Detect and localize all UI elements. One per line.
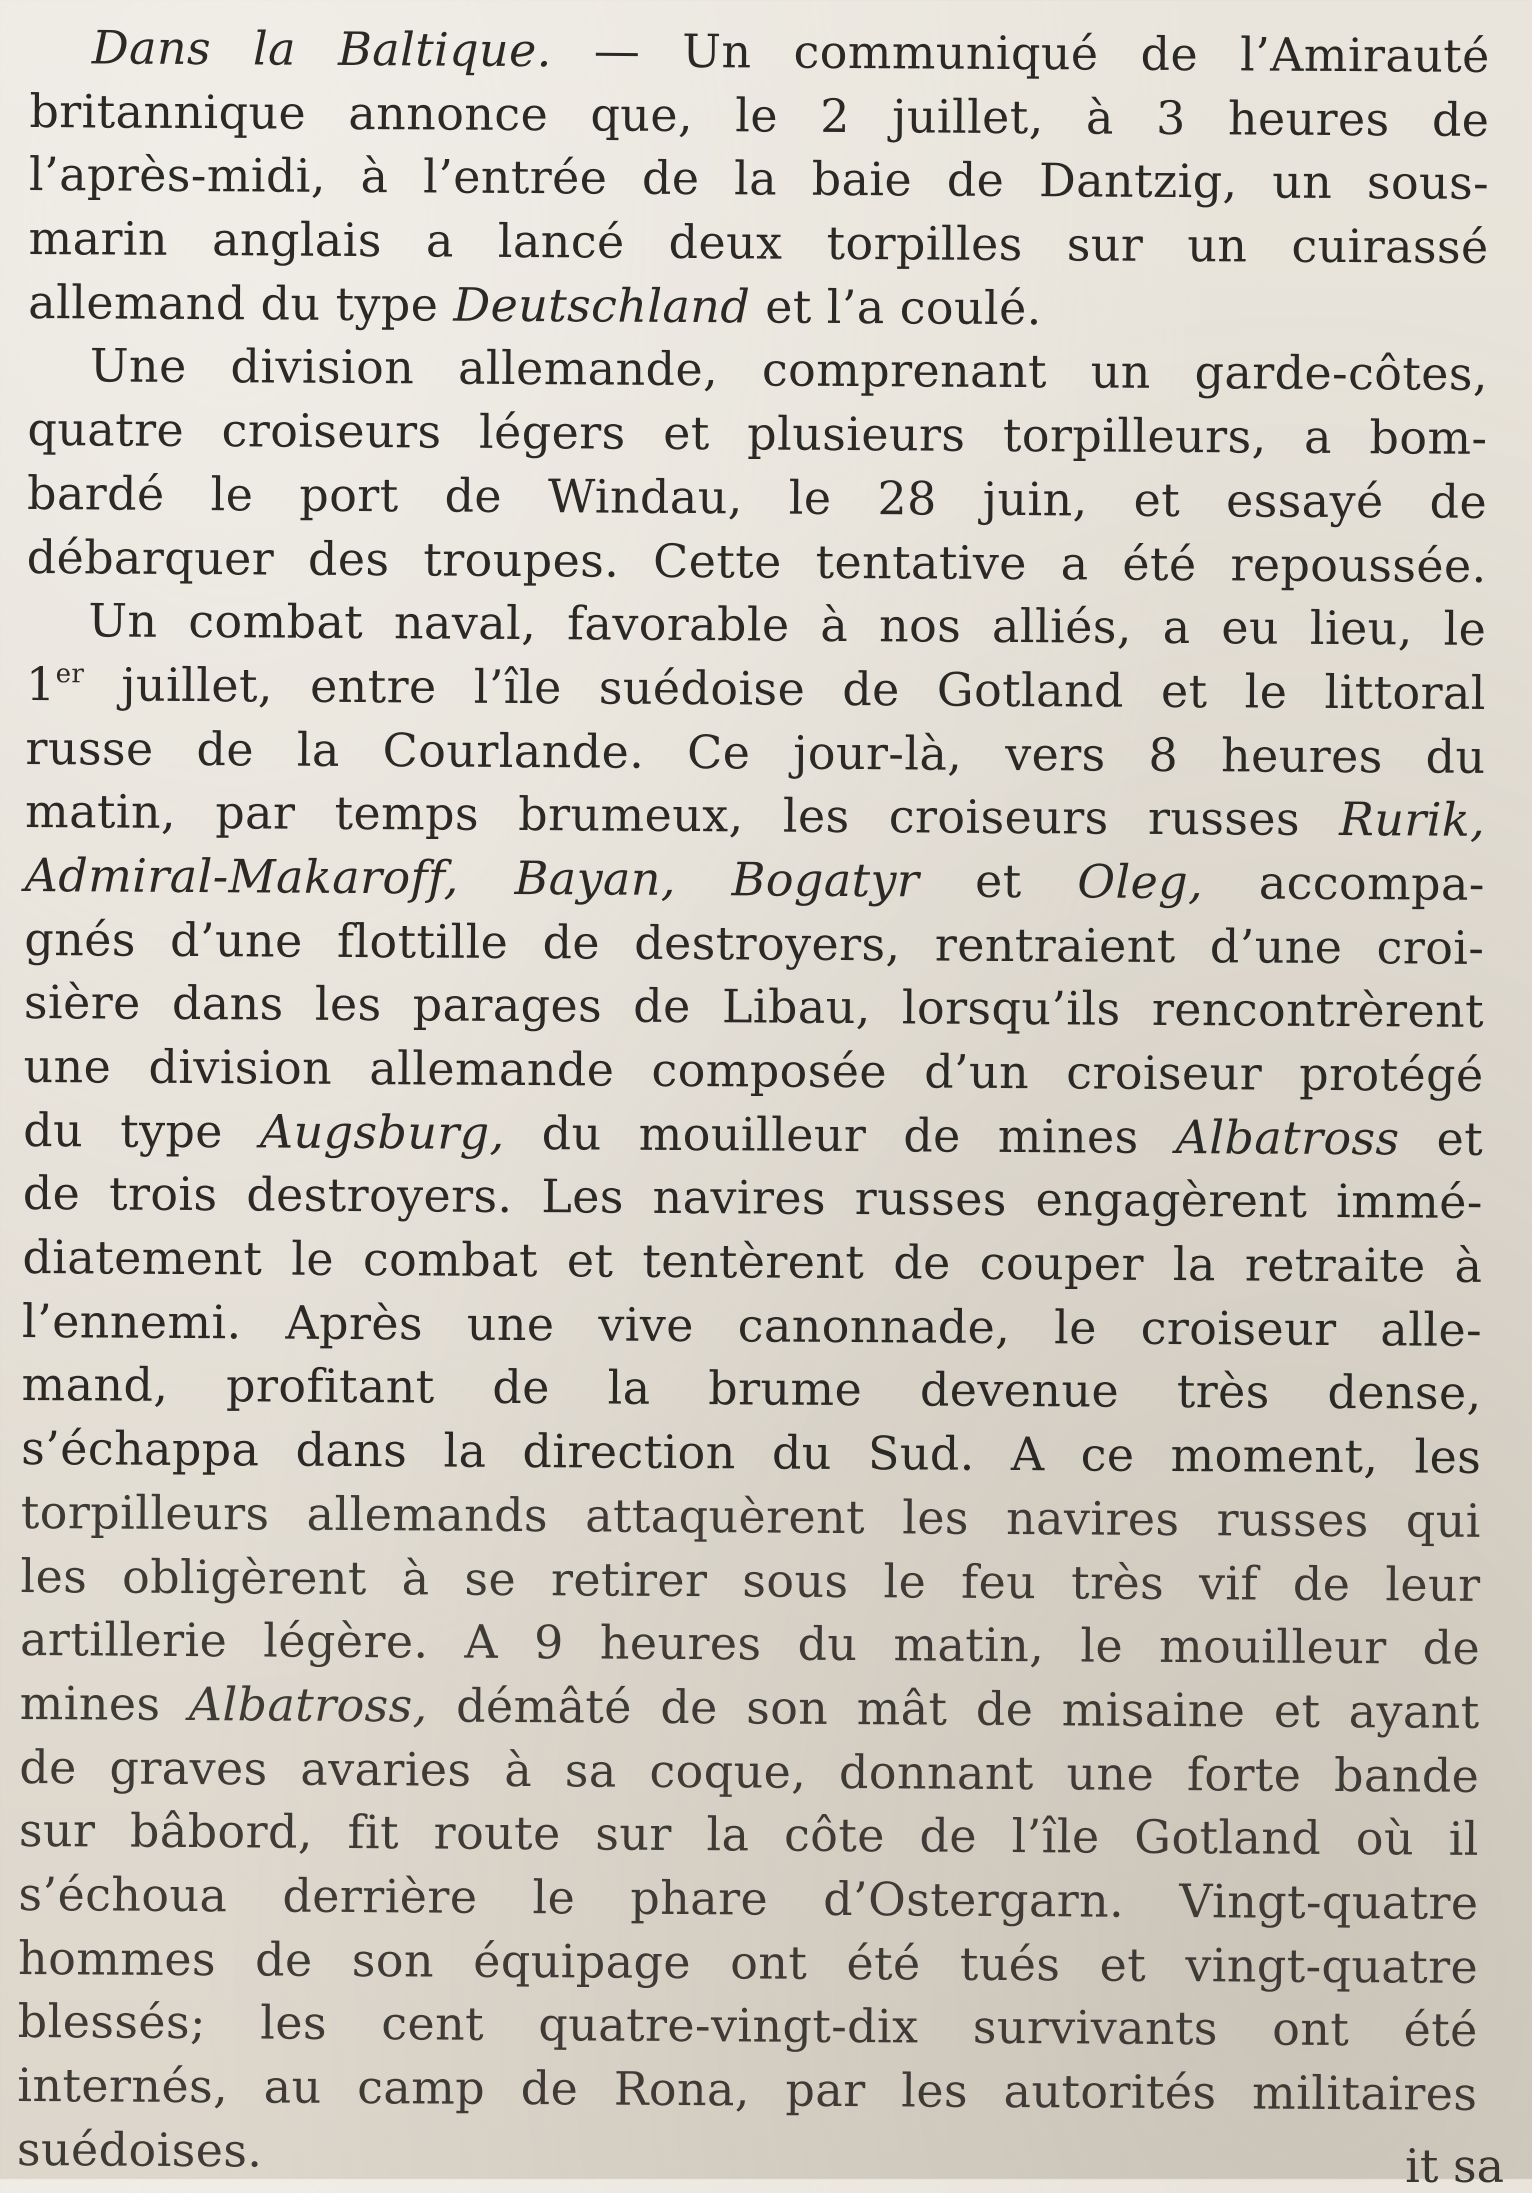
paragraph-3-line-20: sur bâbord, fit route sur la côte de l’île Gotland où il (19, 1799, 1479, 1872)
paragraph-1-line-5 (28, 271, 1488, 344)
text-span: du type (23, 1103, 260, 1158)
paragraph-2-line-4: débarquer des troupes. Cette tentative a été repoussée. (26, 525, 1486, 598)
paragraph-1-line-2: britannique annonce que, le 2 juillet, à 3 heures de (29, 80, 1489, 153)
paragraph-3-line-12: l’ennemi. Après une vive canonnade, le croiseur alle- (22, 1290, 1482, 1363)
paragraph-3-line-5 (25, 844, 1485, 917)
ship-name-oleg: Oleg, (1077, 854, 1203, 909)
ordinal-superscript: er (56, 659, 85, 689)
paragraph-2-line-2: quatre croiseurs légers et plusieurs torpilleurs, a bom- (27, 398, 1487, 471)
text-span: juillet, entre l’île suédoise de Gotland et le littoral (84, 657, 1486, 720)
paragraph-3-line-14: s’échappa dans la direction du Sud. A ce moment, les (21, 1417, 1481, 1490)
cut-off-next-line-fragment: it sa (1405, 2139, 1504, 2193)
paragraph-1-line-3: l’après-midi, à l’entrée de la baie de Dantzig, un sous- (29, 143, 1489, 216)
paragraph-3-line-18 (19, 1672, 1479, 1745)
paragraph-3-line-9 (23, 1099, 1483, 1172)
text-span: accompa- (1203, 855, 1485, 911)
paragraph-3-line-13: mand, profitant de la brume devenue très dense, (21, 1353, 1481, 1426)
article-text (17, 16, 1490, 2190)
paragraph-3-line-1 (26, 589, 1486, 662)
text-span: du mouilleur de mines (504, 1106, 1175, 1164)
ship-name-rurik: Rurik, (1339, 792, 1485, 847)
paragraph-1-line-4: marin anglais a lancé deux torpilles sur un cuirassé (28, 207, 1488, 280)
text-span: Un combat naval, favorable à nos alliés, a eu lieu, le (88, 594, 1486, 657)
text-span: matin, par temps brumeux, les croiseurs russes (25, 784, 1339, 846)
text-span: et (1399, 1111, 1483, 1166)
ship-name-bogatyr: Bogatyr (731, 852, 919, 907)
paragraph-1-line-1 (30, 16, 1490, 89)
paragraph-3-line-23: blessés; les cent quatre-vingt-dix survivants ont été (18, 1990, 1478, 2063)
text-span: démâté de son mât de misaine et ayant (428, 1678, 1480, 1738)
text-span: Une division allemande, comprenant un garde-côtes, (90, 339, 1488, 402)
ship-name-deutschland: Deutschland (453, 277, 750, 333)
paragraph-3-line-16: les obligèrent à se retirer sous le feu très vif de leur (20, 1544, 1480, 1617)
paragraph-3-line-3: russe de la Courlande. Ce jour-là, vers 8 heures du (25, 717, 1485, 790)
paragraph-3-line-8: une division allemande composée d’un croiseur protégé (23, 1035, 1483, 1108)
text-span: et l’a coulé. (750, 279, 1042, 335)
ordinal-number: 1 (26, 657, 56, 711)
paragraph-3-line-17: artillerie légère. A 9 heures du matin, le mouilleur de (20, 1608, 1480, 1681)
text-span: et (919, 853, 1077, 908)
paragraph-3-line-15: torpilleurs allemands attaquèrent les navires russes qui (21, 1481, 1481, 1554)
paragraph-3-line-6: gnés d’une flottille de destroyers, rentraient d’une croi- (24, 908, 1484, 981)
ship-name-admiral-makaroff: Admiral-Makaroff, (25, 848, 459, 905)
paragraph-3-line-7: sière dans les parages de Libau, lorsqu’ils rencontrèrent (24, 971, 1484, 1044)
paragraph-3-line-24: internés, au camp de Rona, par les autorités militaires (17, 2054, 1477, 2127)
paragraph-3-line-19: de graves avaries à sa coque, donnant une forte bande (19, 1736, 1479, 1809)
ship-name-albatross: Albatross, (189, 1677, 428, 1732)
text-span: allemand du type (28, 275, 453, 332)
ship-name-bayan: Bayan, (514, 851, 676, 906)
paragraph-3-line-11: diatement le combat et tentèrent de couper la retraite à (22, 1226, 1482, 1299)
section-heading: Dans la Baltique. (92, 20, 552, 77)
paragraph-3-line-22: hommes de son équipage ont été tués et vingt-quatre (18, 1927, 1478, 2000)
paragraph-3-line-21: s’échoua derrière le phare d’Ostergarn. Vingt-quatre (18, 1863, 1478, 1936)
ship-name-albatross: Albatross (1176, 1110, 1400, 1165)
text-span: mines (20, 1676, 190, 1731)
paragraph-3-line-2 (26, 653, 1486, 726)
paragraph-2-line-1 (28, 334, 1488, 407)
paragraph-2-line-3: bardé le port de Windau, le 28 juin, et essayé de (27, 462, 1487, 535)
paragraph-3-line-25: suédoises. (17, 2118, 1477, 2191)
paragraph-3-line-10: de trois destroyers. Les navires russes engagèrent immé- (23, 1162, 1483, 1235)
paragraph-3-line-4 (25, 780, 1485, 853)
ship-name-augsburg: Augsburg, (260, 1104, 505, 1159)
text-span: — Un communiqué de l’Amirauté (552, 23, 1490, 83)
